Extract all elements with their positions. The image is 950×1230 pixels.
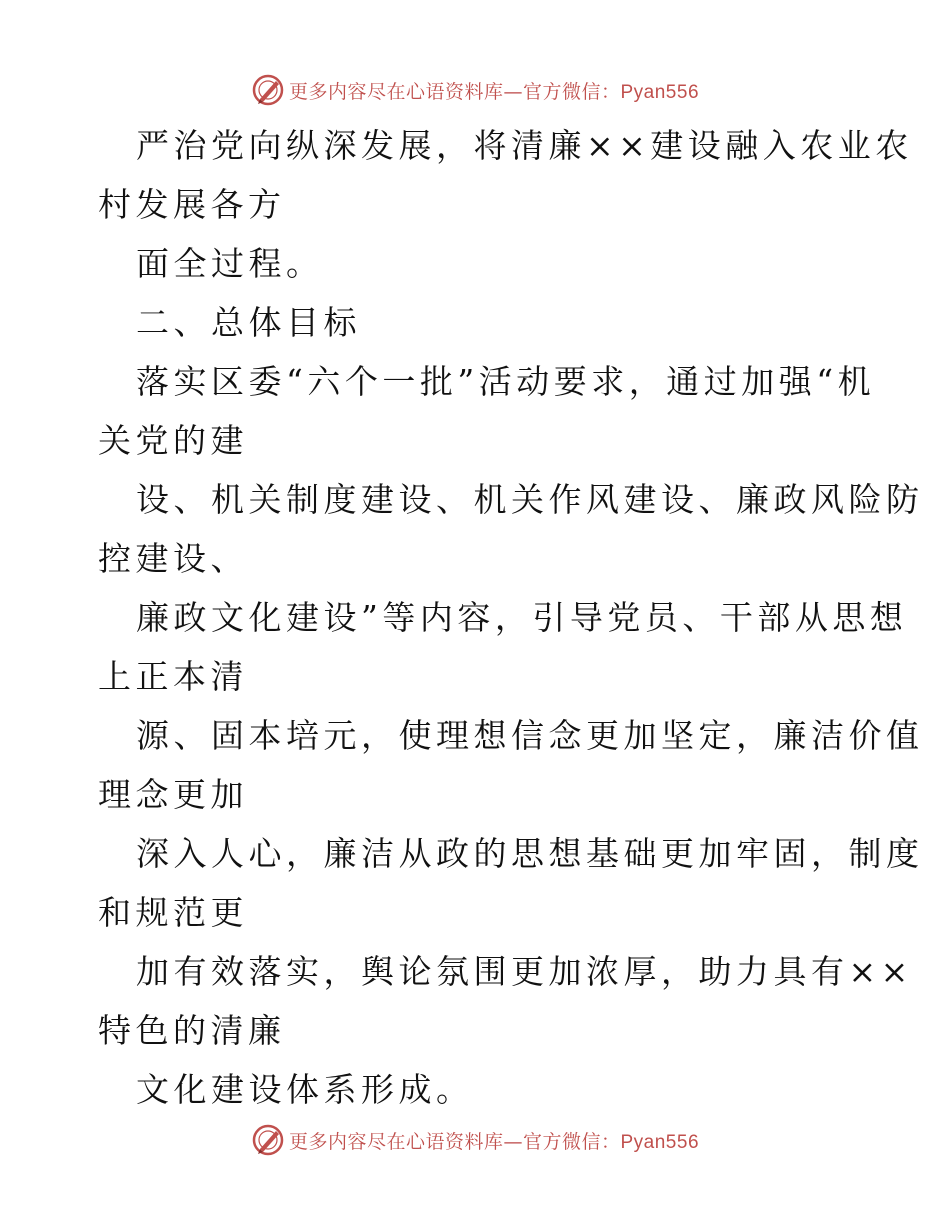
watermark-text: 更多内容尽在心语资料库—官方微信：Pyan556	[288, 1130, 700, 1153]
body-line: 严治党向纵深发展，将清廉××建设融入农业农	[136, 126, 913, 165]
body-line: 理念更加	[98, 775, 248, 814]
body-line: 特色的清廉	[98, 1011, 286, 1050]
body-line: 和规范更	[98, 893, 248, 932]
body-line: 加有效落实，舆论氛围更加浓厚，助力具有××	[136, 952, 913, 991]
body-line: 落实区委“六个一批”活动要求，通过加强“机	[136, 362, 876, 401]
body-line: 文化建设体系形成。	[136, 1070, 474, 1109]
section-heading: 二、总体目标	[136, 303, 361, 342]
body-line: 源、固本培元，使理想信念更加坚定，廉洁价值	[136, 716, 924, 755]
footer-watermark	[0, 1122, 950, 1158]
body-line: 面全过程。	[136, 244, 324, 283]
pen-seal-logo-icon	[251, 73, 285, 107]
body-line: 设、机关制度建设、机关作风建设、廉政风险防	[136, 480, 924, 519]
watermark-text: 更多内容尽在心语资料库—官方微信：Pyan556	[288, 80, 700, 103]
pen-seal-logo-icon	[251, 1123, 285, 1157]
body-line: 上正本清	[98, 657, 248, 696]
document-body	[98, 116, 924, 1119]
body-line: 深入人心，廉洁从政的思想基础更加牢固，制度	[136, 834, 924, 873]
body-line: 廉政文化建设”等内容，引导党员、干部从思想	[136, 598, 908, 637]
body-line: 关党的建	[98, 421, 248, 460]
body-line: 村发展各方	[98, 185, 286, 224]
body-line: 控建设、	[98, 539, 248, 578]
header-watermark	[0, 72, 950, 108]
